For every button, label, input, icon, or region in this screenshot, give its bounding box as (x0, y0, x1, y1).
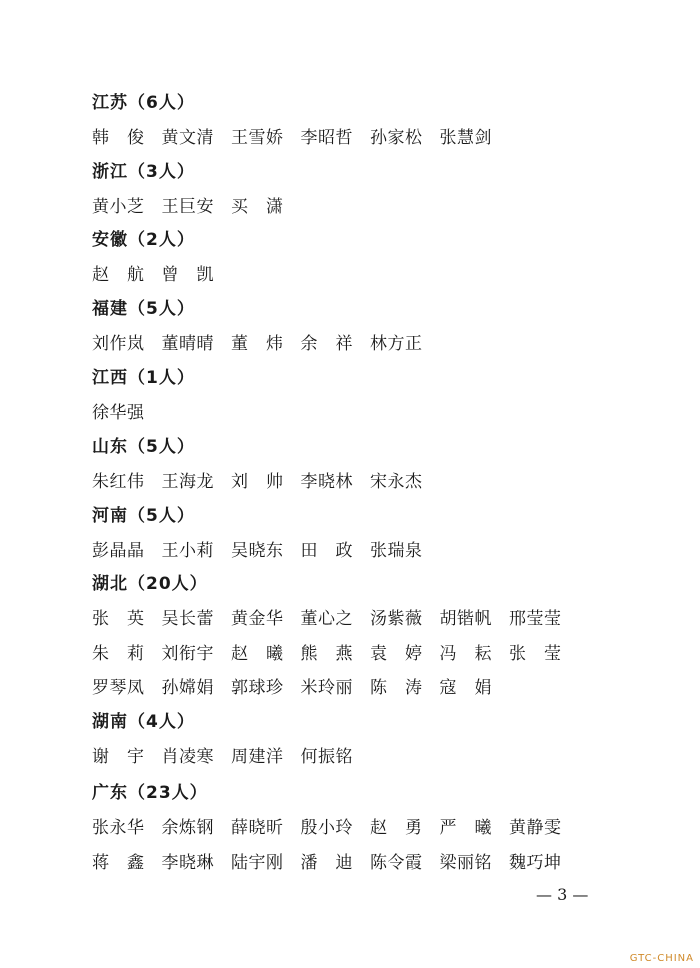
person-name: 余 祥 (300, 334, 353, 354)
person-name: 何振铭 (300, 747, 353, 767)
person-name: 黄静雯 (509, 818, 562, 838)
person-name: 朱 莉 (92, 643, 145, 664)
person-name: 郭球珍 (231, 678, 284, 698)
name-row (92, 402, 612, 426)
province-heading: 江西（1人） (92, 368, 195, 388)
person-name: 徐华强 (92, 403, 145, 423)
province-heading: 广东（23人） (92, 783, 208, 803)
person-name: 刘作岚 (92, 334, 145, 354)
person-name: 肖凌寒 (161, 747, 214, 767)
person-name: 田 政 (300, 541, 353, 561)
person-name: 陈令霞 (370, 852, 423, 873)
person-name: 蒋 鑫 (92, 852, 145, 873)
page-number: — 3 — (536, 885, 589, 904)
person-name: 汤紫薇 (370, 609, 423, 629)
person-name: 张慧剑 (439, 128, 492, 148)
person-name: 董心之 (300, 609, 353, 629)
person-name: 胡锴帆 (439, 609, 492, 629)
name-row (92, 817, 612, 841)
person-name: 王巨安 (161, 197, 214, 217)
person-name: 殷小玲 (300, 818, 353, 838)
person-name: 张瑞泉 (370, 541, 423, 561)
watermark: GTC-CHINA (629, 953, 694, 964)
name-row (92, 264, 612, 288)
province-heading: 河南（5人） (92, 506, 195, 526)
person-name: 刘衔宇 (161, 643, 214, 664)
person-name: 陈 涛 (370, 678, 423, 698)
province-heading: 湖北（20人） (92, 574, 208, 594)
person-name: 王雪娇 (231, 128, 284, 148)
person-name: 买 潇 (231, 197, 284, 217)
person-name: 董 炜 (231, 334, 284, 354)
name-row (92, 643, 612, 667)
person-name: 米玲丽 (300, 678, 353, 698)
person-name: 张 英 (92, 609, 145, 629)
name-row (92, 127, 612, 151)
name-row (92, 608, 612, 632)
person-name: 李晓琳 (161, 852, 214, 873)
person-name: 严 曦 (439, 818, 492, 838)
person-name: 吴长蕾 (161, 609, 214, 629)
person-name: 宋永杰 (370, 472, 423, 492)
person-name: 吴晓东 (231, 541, 284, 561)
province-heading: 安徽（2人） (92, 230, 195, 250)
province-heading: 湖南（4人） (92, 712, 195, 732)
person-name: 罗琴凤 (92, 678, 145, 698)
province-heading: 山东（5人） (92, 437, 195, 457)
person-name: 赵 航 (92, 265, 145, 285)
name-row (92, 333, 612, 357)
person-name: 张永华 (92, 818, 145, 838)
person-name: 邢莹莹 (509, 609, 562, 629)
person-name: 董晴晴 (161, 334, 214, 354)
person-name: 韩 俊 (92, 128, 145, 148)
person-name: 朱红伟 (92, 472, 145, 492)
name-row (92, 471, 612, 495)
person-name: 赵 勇 (370, 818, 423, 838)
person-name: 寇 娟 (439, 678, 492, 698)
name-row (92, 196, 612, 220)
person-name: 余炼钢 (161, 818, 214, 838)
person-name: 孙家松 (370, 128, 423, 148)
person-name: 李晓林 (300, 472, 353, 492)
person-name: 黄金华 (231, 609, 284, 629)
province-heading: 福建（5人） (92, 299, 195, 319)
person-name: 袁 婷 (370, 643, 423, 664)
person-name: 王小莉 (161, 541, 214, 561)
province-heading: 江苏（6人） (92, 93, 195, 113)
person-name: 王海龙 (161, 472, 214, 492)
person-name: 孙嫦娟 (161, 678, 214, 698)
person-name: 赵 曦 (231, 643, 284, 664)
person-name: 魏巧坤 (509, 852, 562, 873)
name-row (92, 540, 612, 564)
name-row (92, 677, 612, 701)
person-name: 林方正 (370, 334, 423, 354)
person-name: 周建洋 (231, 747, 284, 767)
person-name: 陆宇刚 (231, 852, 284, 873)
name-row (92, 852, 612, 876)
person-name: 黄文清 (161, 128, 214, 148)
name-row (92, 746, 612, 770)
person-name: 张 莹 (509, 643, 562, 664)
person-name: 熊 燕 (300, 643, 353, 664)
person-name: 曾 凯 (161, 265, 214, 285)
person-name: 谢 宇 (92, 747, 145, 767)
person-name: 梁丽铭 (439, 852, 492, 873)
person-name: 冯 耘 (439, 643, 492, 664)
person-name: 薛晓昕 (231, 818, 284, 838)
person-name: 彭晶晶 (92, 541, 145, 561)
province-heading: 浙江（3人） (92, 162, 195, 182)
person-name: 刘 帅 (231, 472, 284, 492)
person-name: 黄小芝 (92, 197, 145, 217)
person-name: 潘 迪 (300, 852, 353, 873)
person-name: 李昭哲 (300, 128, 353, 148)
